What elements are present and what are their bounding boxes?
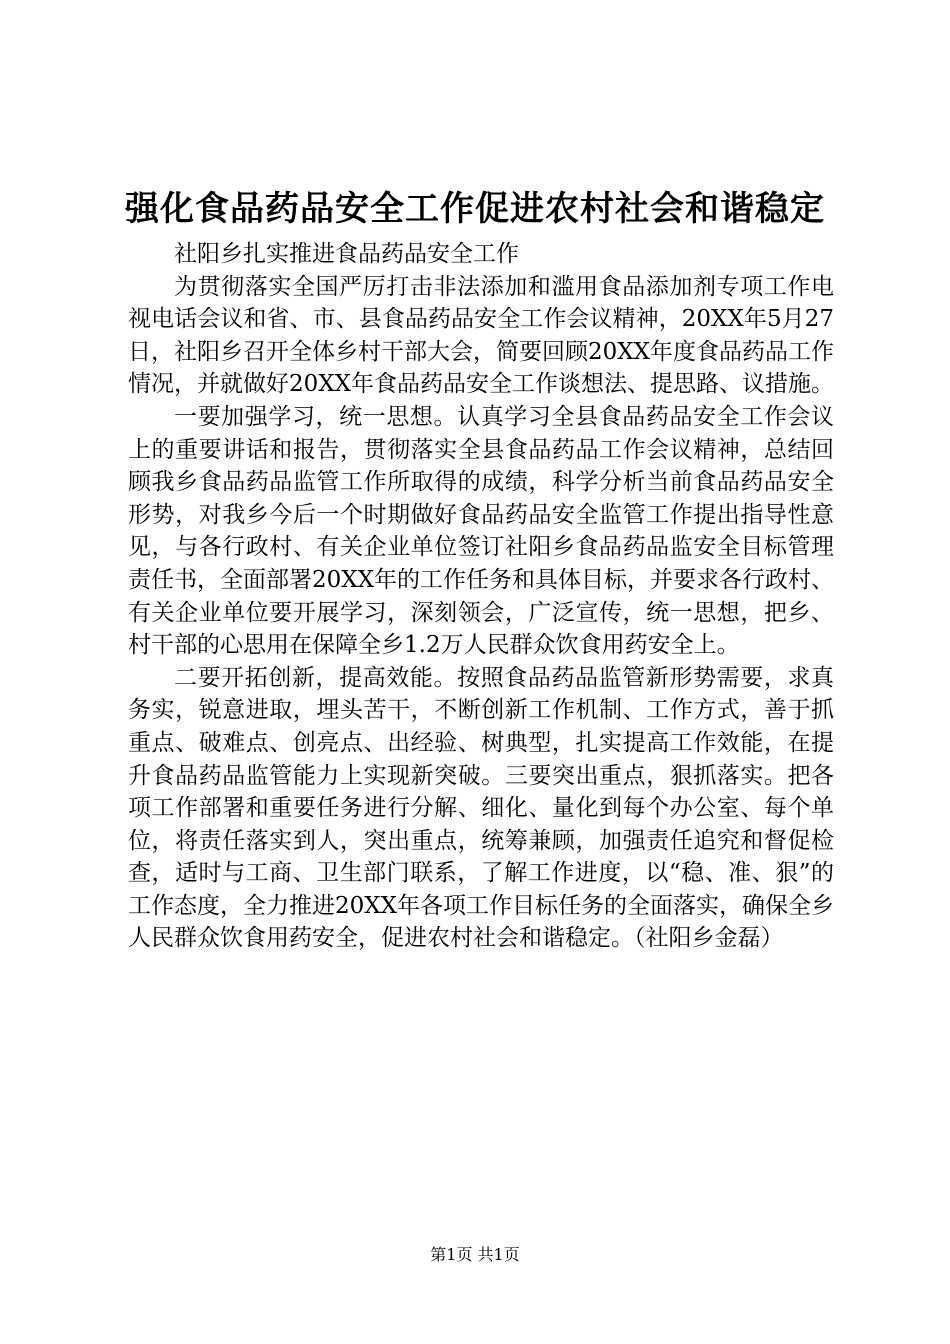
- document-subtitle: 社阳乡扎实推进食品药品安全工作: [174, 241, 519, 267]
- paragraph-intro: 为贯彻落实全国严厉打击非法添加和滥用食品添加剂专项工作电视电话会议和省、市、县食品药品安全工作会议精神，20XX年5月27日，社阳乡召开全体乡村干部大会，简要回顾20XX年度食品药品工作情况，并就做好20XX年食品药品安全工作谈想法、提思路、议措施。: [128, 273, 835, 398]
- page-footer: 第1页 共1页: [430, 1245, 520, 1264]
- document-body: [128, 238, 834, 955]
- paragraph-study: 一要加强学习，统一思想。认真学习全县食品药品安全工作会议上的重要讲话和报告，贯彻落实全县食品药品工作会议精神，总结回顾我乡食品药品监管工作所取得的成绩，科学分析当前食品药品安全形势，对我乡今后一个时期做好食品药品安全监管工作提出指导性意见，与各行政村、有关企业单位签订社阳乡食品药品监安全目标管理责任书，全面部署20XX年的工作任务和具体目标，并要求各行政村、有关企业单位要开展学习，深刻领会，广泛宣传，统一思想，把乡、村干部的心思用在保障全乡1.2万人民群众饮食用药安全上。: [128, 403, 835, 659]
- paragraph-innovation: 二要开拓创新，提高效能。按照食品药品监管新形势需要，求真务实，锐意进取，埋头苦干，不断创新工作机制、工作方式，善于抓重点、破难点、创亮点、出经验、树典型，扎实提高工作效能，在提升食品药品监管能力上实现新突破。三要突出重点，狠抓落实。把各项工作部署和重要任务进行分解、细化、量化到每个办公室、每个单位，将责任落实到人，突出重点，统筹兼顾，加强责任追究和督促检查，适时与工商、卫生部门联系，了解工作进度，以“稳、准、狠”的工作态度，全力推进20XX年各项工作目标任务的全面落实，确保全乡人民群众饮食用药安全，促进农村社会和谐稳定。（社阳乡金磊）: [128, 664, 835, 952]
- document-title: 强化食品药品安全工作促进农村社会和谐稳定: [125, 189, 825, 229]
